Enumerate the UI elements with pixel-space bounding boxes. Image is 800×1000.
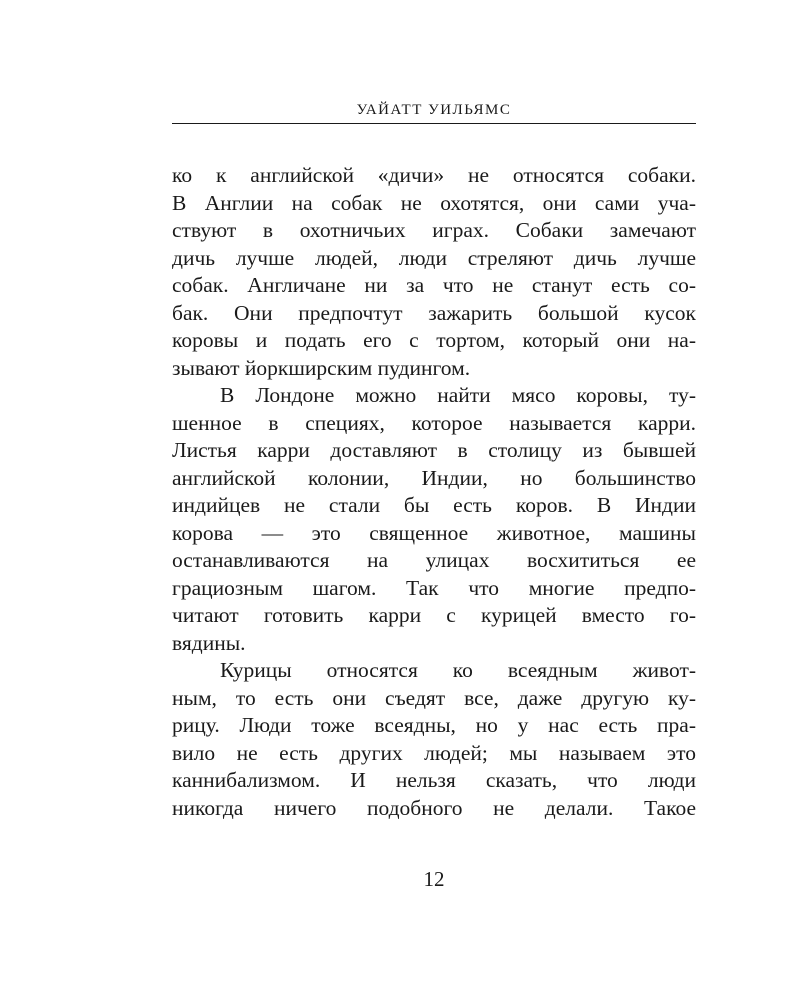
page-number: 12 (423, 867, 445, 891)
text-line: останавливаются на улицах восхититься ее (172, 548, 696, 572)
text-line: каннибализмом. И нельзя сказать, что люди (172, 768, 696, 792)
text-line: коровы и подать его с тортом, который они на- (172, 328, 696, 352)
paragraph-1 (172, 162, 696, 382)
paragraph-2 (172, 382, 696, 657)
header-rule (172, 123, 696, 124)
paragraph-3 (172, 657, 696, 822)
text-line: английской колонии, Индии, но большинство (172, 465, 696, 490)
text-line: ко к английской «дичи» не относятся собаки. (172, 163, 696, 187)
text-line: ствуют в охотничьих играх. Собаки замечают (172, 218, 696, 242)
text-line: дичь лучше людей, люди стреляют дичь лучше (172, 245, 696, 270)
text-line: Курицы относятся ко всеядным живот- (220, 658, 696, 682)
text-line: В Англии на собак не охотятся, они сами уча- (172, 190, 696, 215)
text-line: зывают йоркширским пудингом. (172, 355, 471, 380)
text-line: корова — это священное животное, машины (172, 520, 696, 545)
text-line: индийцев не стали бы есть коров. В Индии (172, 493, 696, 517)
body-text (172, 162, 696, 822)
text-line: вядины. (172, 630, 246, 655)
running-head: УАЙАТТ УИЛЬЯМС (356, 102, 512, 118)
text-line: В Лондоне можно найти мясо коровы, ту- (220, 383, 696, 407)
text-line: вило не есть других людей; мы называем это (172, 740, 696, 765)
text-line: рицу. Люди тоже всеядны, но у нас есть пра- (172, 713, 696, 737)
text-line: грациозным шагом. Так что многие предпо- (172, 575, 696, 600)
text-line: ным, то есть они съедят все, даже другую ку- (172, 685, 696, 710)
text-line: бак. Они предпочтут зажарить большой кусок (172, 300, 696, 325)
text-line: собак. Англичане ни за что не станут есть со- (172, 273, 696, 297)
text-line: шенное в специях, которое называется карри. (172, 410, 696, 435)
text-line: никогда ничего подобного не делали. Такое (172, 795, 696, 820)
text-line: читают готовить карри с курицей вместо го- (172, 603, 696, 627)
text-line: Листья карри доставляют в столицу из бывшей (172, 438, 696, 462)
